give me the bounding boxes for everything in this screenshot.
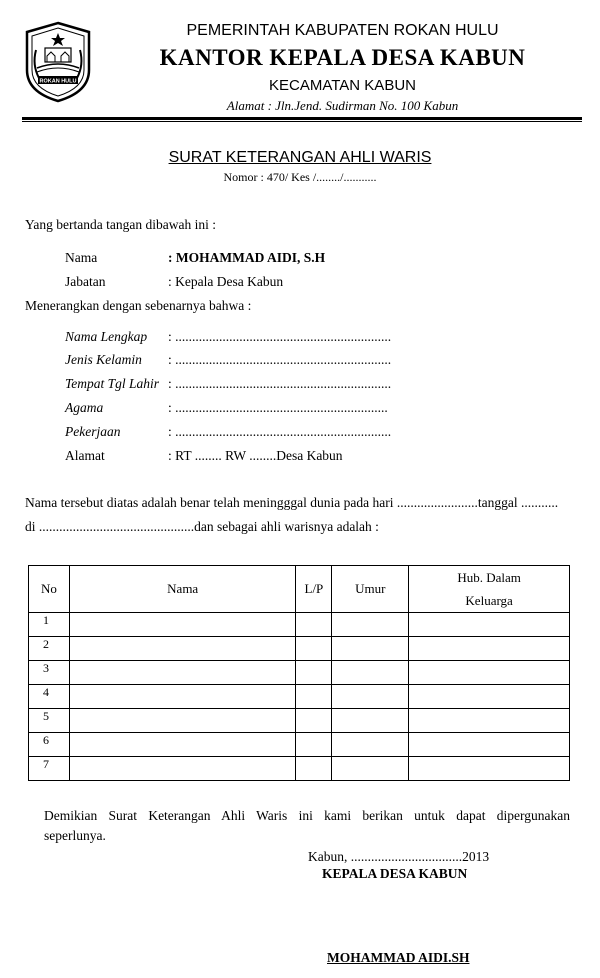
signer-name-value: : MOHAMMAD AIDI, S.H: [168, 250, 326, 265]
government-name: PEMERINTAH KABUPATEN ROKAN HULU: [186, 22, 499, 39]
letterhead-rule-thin: [22, 121, 582, 122]
document-number: Nomor : 470/ Kes /......../...........: [223, 170, 377, 184]
row-relation-cell: [409, 685, 570, 709]
office-address: Alamat : Jln.Jend. Sudirman No. 100 Kabun: [226, 98, 459, 113]
table-row: [29, 757, 570, 781]
closing-statement-line2: seperlunya.: [44, 828, 106, 843]
gender-label: Jenis Kelamin: [65, 352, 142, 367]
table-row: [29, 661, 570, 685]
signature-place-date: Kabun, .................................2013: [308, 849, 490, 864]
row-name-cell: [69, 661, 295, 685]
full-name-label: Nama Lengkap: [65, 329, 148, 344]
table-header-row: [29, 566, 570, 613]
row-number: 4: [29, 685, 70, 709]
row-number: 3: [29, 661, 70, 685]
row-age-cell: [332, 661, 409, 685]
row-relation-cell: [409, 733, 570, 757]
table-row: [29, 709, 570, 733]
religion-field: : ...............................................................: [168, 400, 388, 415]
address-label: Alamat: [65, 448, 105, 463]
header-age: Umur: [332, 566, 409, 613]
table-row: [29, 637, 570, 661]
row-relation-cell: [409, 613, 570, 637]
row-gender-cell: [296, 757, 332, 781]
religion-label: Agama: [65, 400, 104, 415]
table-row: [29, 685, 570, 709]
header-relation-line1: Hub. Dalam: [457, 570, 521, 585]
row-gender-cell: [296, 709, 332, 733]
row-number: 5: [29, 709, 70, 733]
document-title: SURAT KETERANGAN AHLI WARIS: [168, 149, 432, 166]
table-row: [29, 733, 570, 757]
row-number: 6: [29, 733, 70, 757]
regency-emblem-icon: [22, 20, 94, 104]
row-age-cell: [332, 637, 409, 661]
row-age-cell: [332, 757, 409, 781]
row-relation-cell: [409, 757, 570, 781]
row-number: 2: [29, 637, 70, 661]
full-name-field: : ................................................................: [168, 329, 392, 344]
gender-field: : ................................................................: [168, 352, 392, 367]
signer-intro: Yang bertanda tangan dibawah ini :: [25, 217, 216, 232]
row-number: 7: [29, 757, 70, 781]
statement-intro: Menerangkan dengan sebenarnya bahwa :: [25, 298, 252, 313]
row-name-cell: [69, 685, 295, 709]
row-age-cell: [332, 685, 409, 709]
death-statement-line1: Nama tersebut diatas adalah benar telah meningggal dunia pada hari ........................tanggal ...........: [25, 495, 559, 510]
row-gender-cell: [296, 613, 332, 637]
row-age-cell: [332, 613, 409, 637]
signature-name: MOHAMMAD AIDI.SH: [327, 950, 470, 965]
birth-label: Tempat Tgl Lahir: [65, 376, 160, 391]
row-relation-cell: [409, 637, 570, 661]
header-relation: [409, 566, 570, 613]
signature-position: KEPALA DESA KABUN: [322, 866, 468, 881]
row-age-cell: [332, 733, 409, 757]
office-name: KANTOR KEPALA DESA KABUN: [159, 45, 526, 70]
row-relation-cell: [409, 709, 570, 733]
row-name-cell: [69, 709, 295, 733]
emblem-text: ROKAN HULU: [39, 78, 77, 85]
row-name-cell: [69, 613, 295, 637]
address-field: : RT ........ RW ........Desa Kabun: [168, 448, 343, 463]
heirs-table: [28, 565, 570, 781]
row-gender-cell: [296, 637, 332, 661]
birth-field: : ................................................................: [168, 376, 392, 391]
header-no: No: [29, 566, 70, 613]
signer-position-label: Jabatan: [65, 274, 106, 289]
header-relation-line2: Keluarga: [465, 593, 513, 608]
row-gender-cell: [296, 661, 332, 685]
row-number: 1: [29, 613, 70, 637]
row-gender-cell: [296, 685, 332, 709]
letterhead-rule-thick: [22, 117, 582, 120]
district-name: KECAMATAN KABUN: [269, 77, 416, 94]
job-label: Pekerjaan: [65, 424, 121, 439]
signer-position-value: : Kepala Desa Kabun: [168, 274, 284, 289]
signer-name-label: Nama: [65, 250, 98, 265]
header-gender: L/P: [296, 566, 332, 613]
row-gender-cell: [296, 733, 332, 757]
row-relation-cell: [409, 661, 570, 685]
closing-statement-line1: Demikian Surat Keterangan Ahli Waris ini kami berikan untuk dapat dipergunakan: [44, 808, 570, 823]
row-name-cell: [69, 733, 295, 757]
death-statement-line2: di ..............................................dan sebagai ahli warisnya adalah :: [25, 519, 379, 534]
header-name: Nama: [69, 566, 295, 613]
row-name-cell: [69, 757, 295, 781]
row-age-cell: [332, 709, 409, 733]
table-row: [29, 613, 570, 637]
row-name-cell: [69, 637, 295, 661]
job-field: : ................................................................: [168, 424, 392, 439]
